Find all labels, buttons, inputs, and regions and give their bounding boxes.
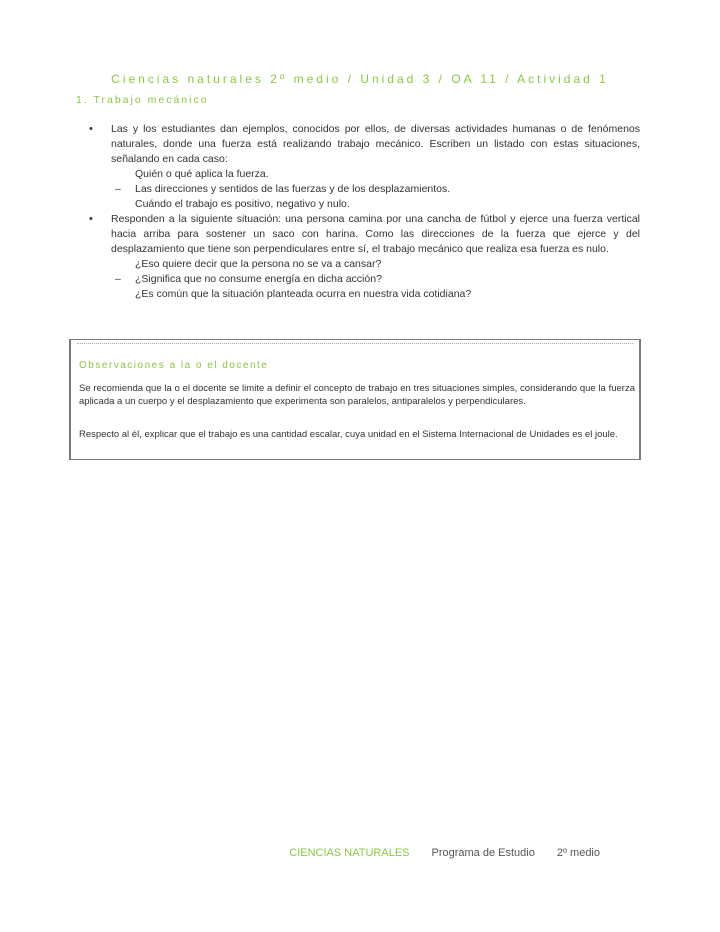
activity-subitem: Cuándo el trabajo es positivo, negativo y nulo.	[135, 198, 350, 210]
activity-subitem: Quién o qué aplica la fuerza.	[135, 168, 269, 180]
page-footer	[0, 847, 600, 859]
activity-content	[80, 122, 640, 302]
footer-subject: CIENCIAS NATURALES	[289, 847, 410, 859]
activity-subitem: – ¿Significa que no consume energía en dicha acción?	[80, 272, 640, 287]
footer-level: 2º medio	[556, 847, 600, 859]
activity-bullet-1: • Las y los estudiantes dan ejemplos, conocidos por ellos, de diversas actividades humanas o de fenómenos naturales, donde una fuerza está realizando trabajo mecánico. Escriben un listado con estas situaciones, señalando en cada caso:	[80, 122, 640, 167]
activity-subitem: ¿Es común que la situación planteada ocurra en nuestra vida cotidiana?	[135, 288, 472, 300]
observations-title: Observaciones a la o el docente	[79, 360, 269, 371]
activity-subitem: – Las direcciones y sentidos de las fuerzas y de los desplazamientos.	[80, 182, 640, 197]
page-header-breadcrumb: Ciencias naturales 2º medio / Unidad 3 / OA 11 / Actividad 1	[111, 72, 609, 86]
activity-subitem: ¿Eso quiere decir que la persona no se va a cansar?	[135, 258, 382, 270]
observations-paragraph: Respecto al él, explicar que el trabajo es una cantidad escalar, cuya unidad en el Sistema Internacional de Unidades es el joule.	[79, 429, 618, 440]
section-title: 1. Trabajo mecánico	[76, 94, 209, 106]
activity-bullet-2: • Responden a la siguiente situación: una persona camina por una cancha de fútbol y ejerce una fuerza vertical hacia arriba para sostener un saco con harina. Como las direcciones de la fuerza que ejerce y del desplazamiento que tiene son perpendiculares entre sí, el trabajo mecánico que realiza esa fuerza es nulo.	[80, 212, 640, 257]
observations-paragraph: Se recomienda que la o el docente se limite a definir el concepto de trabajo en tres situaciones simples, considerando que la fuerza aplicada a un cuerpo y el desplazamiento que experimenta son paralelos, antiparalelos y perpendiculares.	[79, 383, 635, 407]
teacher-observations-box	[69, 339, 641, 460]
footer-program: Programa de Estudio	[431, 847, 535, 859]
